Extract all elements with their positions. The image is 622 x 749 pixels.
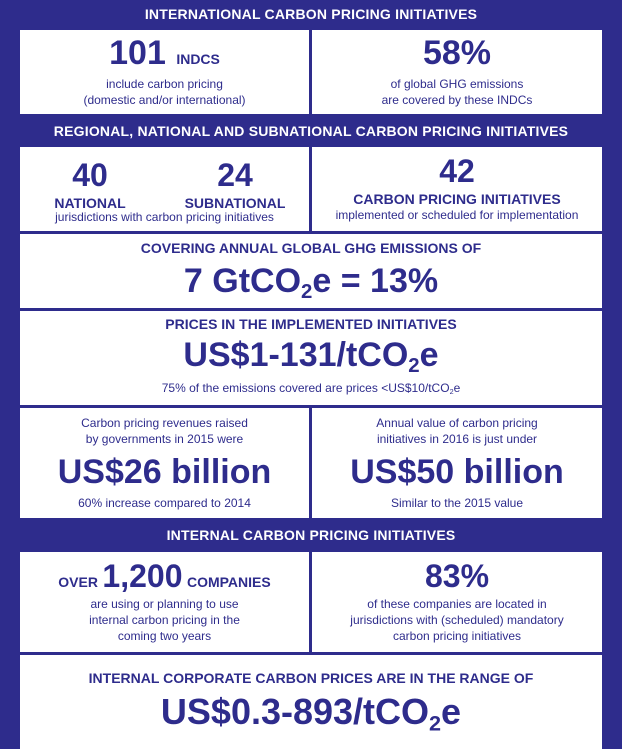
indcs-card — [20, 30, 309, 114]
ghg-share-line2: are covered by these INDCs — [381, 93, 533, 107]
companies-headline — [58, 560, 270, 592]
mandatory-share-line1: of these companies are located in — [367, 597, 547, 611]
prices-range-suffix: e — [419, 335, 439, 374]
revenue-card — [20, 408, 309, 518]
coverage-value — [183, 261, 439, 303]
coverage-value-prefix: 7 GtCO — [183, 261, 302, 300]
indcs-unit: INDCS — [176, 51, 220, 67]
prices-card — [20, 311, 602, 405]
coverage-value-subscript: 2 — [301, 280, 313, 303]
companies-number: 1,200 — [102, 558, 183, 594]
ghg-share-number: 58% — [422, 34, 492, 72]
companies-card — [20, 552, 309, 652]
national-label: NATIONAL — [54, 195, 126, 211]
value-card — [312, 408, 602, 518]
initiatives-label: CARBON PRICING INITIATIVES — [353, 191, 561, 207]
prices-range — [183, 335, 439, 377]
mandatory-share-number: 83% — [424, 558, 490, 594]
prices-heading: PRICES IN THE IMPLEMENTED INITIATIVES — [165, 315, 457, 332]
subnational-group — [170, 159, 300, 211]
prices-note-suffix: e — [453, 381, 461, 396]
value-line1: Annual value of carbon pricing — [376, 416, 538, 430]
companies-line3: coming two years — [117, 629, 212, 643]
mandatory-share-card — [312, 552, 602, 652]
mandatory-share-line2: jurisdictions with (scheduled) mandatory — [350, 613, 564, 627]
mandatory-share-line3: carbon pricing initiatives — [392, 629, 522, 643]
section2-title: REGIONAL, NATIONAL AND SUBNATIONAL CARBON PRICING INITIATIVES — [53, 123, 569, 139]
internal-range-prefix: US$0.3-893/tCO — [160, 690, 430, 732]
national-group — [30, 159, 150, 211]
prices-note — [162, 380, 461, 400]
ghg-share-line1: of global GHG emissions — [390, 77, 524, 91]
companies-over: OVER — [58, 574, 98, 590]
indcs-headline — [109, 36, 220, 70]
value-amount: US$50 billion — [350, 453, 564, 491]
initiatives-number: 42 — [439, 153, 475, 189]
indcs-number: 101 — [109, 34, 166, 72]
national-number: 40 — [72, 157, 108, 193]
internal-range-suffix: e — [441, 690, 462, 732]
prices-range-prefix: US$1-131/tCO — [183, 335, 409, 374]
indcs-line1: include carbon pricing — [106, 77, 223, 91]
internal-range-card — [20, 655, 602, 749]
companies-line1: are using or planning to use — [90, 597, 239, 611]
internal-range-heading: INTERNAL CORPORATE CARBON PRICES ARE IN THE RANGE OF — [88, 669, 534, 686]
value-line2: initiatives in 2016 is just under — [376, 432, 538, 446]
revenue-line1: Carbon pricing revenues raised — [81, 416, 248, 430]
companies-line2: internal carbon pricing in the — [89, 613, 240, 627]
companies-unit: COMPANIES — [186, 574, 271, 590]
coverage-heading: COVERING ANNUAL GLOBAL GHG EMISSIONS OF — [140, 239, 482, 256]
revenue-amount: US$26 billion — [57, 453, 272, 491]
subnational-label: SUBNATIONAL — [184, 195, 286, 211]
coverage-card — [20, 234, 602, 308]
section3-title: INTERNAL CARBON PRICING INITIATIVES — [166, 527, 456, 543]
prices-range-subscript: 2 — [408, 354, 420, 377]
coverage-value-suffix: e = 13% — [312, 261, 439, 300]
prices-note-prefix: 75% of the emissions covered are prices <US$10/tCO — [161, 381, 450, 396]
value-note: Similar to the 2015 value — [390, 496, 524, 510]
revenue-line2: by governments in 2015 were — [85, 432, 244, 446]
subnational-number: 24 — [217, 157, 253, 193]
initiatives-card — [312, 147, 602, 231]
jurisdictions-caption: jurisdictions with carbon pricing initiatives — [55, 210, 274, 224]
internal-range-value — [160, 690, 462, 736]
section1-title: INTERNATIONAL CARBON PRICING INITIATIVES — [144, 6, 478, 22]
revenue-note: 60% increase compared to 2014 — [78, 496, 251, 510]
prices-note-subscript: 2 — [449, 387, 454, 397]
internal-range-subscript: 2 — [429, 710, 442, 736]
ghg-share-card — [312, 30, 602, 114]
indcs-line2: (domestic and/or international) — [83, 93, 246, 107]
initiatives-caption: implemented or scheduled for implementation — [335, 208, 579, 222]
jurisdictions-card — [20, 147, 309, 231]
